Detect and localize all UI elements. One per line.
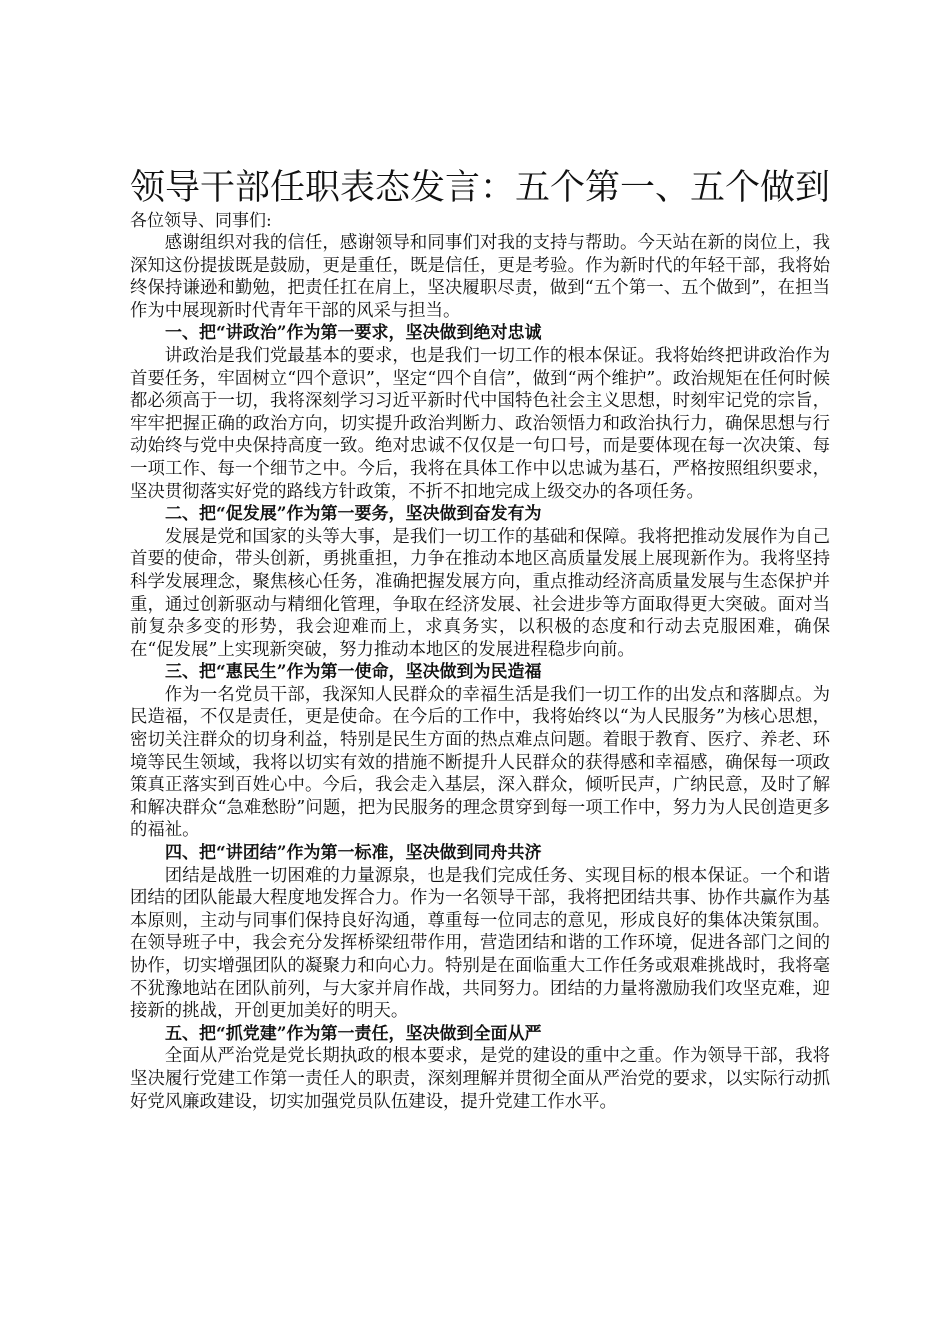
salutation: 各位领导、同事们: [130,211,272,231]
section-3 [130,661,830,842]
section-body: 讲政治是我们党最基本的要求，也是我们一切工作的根本保证。我将始终把讲政治作为首要任务，牢固树立“四个意识”，坚定“四个自信”，做到“两个维护”。政治规矩在任何时候都必须高于一切，我将深刻学习习近平新时代中国特色社会主义思想，时刻牢记党的宗旨，牢牢把握正确的政治方向，切实提升政治判断力、政治领悟力和政治执行力，确保思想与行动始终与党中央保持高度一致。绝对忠诚不仅仅是一句口号，而是要体现在每一次决策、每一项工作、每一个细节之中。今后，我将在具体工作中以忠诚为基石，严格按照组织要求，坚决贯彻落实好党的路线方针政策，不折不扣地完成上级交办的各项任务。 [130,345,830,502]
section-5 [130,1023,830,1113]
section-body: 作为一名党员干部，我深知人民群众的幸福生活是我们一切工作的出发点和落脚点。为民造福，不仅是责任，更是使命。在今后的工作中，我将始终以“为人民服务”为核心思想，密切关注群众的切身利益，特别是民生方面的热点难点问题。着眼于教育、医疗、养老、环境等民生领域，我将以切实有效的措施不断提升人民群众的获得感和幸福感，确保每一项政策真正落实到百姓心中。今后，我会走入基层，深入群众，倾听民声，广纳民意，及时了解和解决群众“急难愁盼”问题，把为民服务的理念贯穿到每一项工作中，努力为人民创造更多的福祉。 [130,684,830,841]
section-heading: 三、把“惠民生”作为第一使命，坚决做到为民造福 [165,662,542,683]
document-title: 领导干部任职表态发言：五个第一、五个做到 [130,168,831,208]
section-heading: 四、把“讲团结”作为第一标准，坚决做到同舟共济 [165,843,542,864]
intro-paragraph: 感谢组织对我的信任，感谢领导和同事们对我的支持与帮助。今天站在新的岗位上，我深知这份提拔既是鼓励，更是重任，既是信任，更是考验。作为新时代的年轻干部，我将始终保持谦逊和勤勉，把责任扛在肩上，坚决履职尽责，做到“五个第一、五个做到”，在担当作为中展现新时代青年干部的风采与担当。 [130,233,830,321]
section-body: 全面从严治党是党长期执政的根本要求，是党的建设的重中之重。作为领导干部，我将坚决履行党建工作第一责任人的职责，深刻理解并贯彻全面从严治党的要求，以实际行动抓好党风廉政建设，切实加强党员队伍建设，提升党建工作水平。 [130,1046,830,1112]
section-body: 发展是党和国家的头等大事，是我们一切工作的基础和保障。我将把推动发展作为自己首要的使命，带头创新，勇挑重担，力争在推动本地区高质量发展上展现新作为。我将坚持科学发展理念，聚焦核心任务，准确把握发展方向，重点推动经济高质量发展与生态保护并重，通过创新驱动与精细化管理，争取在经济发展、社会进步等方面取得更大突破。面对当前复杂多变的形势，我会迎难而上，求真务实，以积极的态度和行动去克服困难，确保在“促发展”上实现新突破，努力推动本地区的发展进程稳步向前。 [130,526,830,660]
section-1 [130,322,830,503]
section-heading: 二、把“促发展”作为第一要务，坚决做到奋发有为 [165,504,542,525]
section-body: 团结是战胜一切困难的力量源泉，也是我们完成任务、实现目标的根本保证。一个和谐团结的团队能最大程度地发挥合力。作为一名领导干部，我将把团结共事、协作共赢作为基本原则，主动与同事们保持良好沟通，尊重每一位同志的意见，形成良好的集体决策氛围。在领导班子中，我会充分发挥桥梁纽带作用，营造团结和谐的工作环境，促进各部门之间的协作，切实增强团队的凝聚力和向心力。特别是在面临重大工作任务或艰难挑战时，我将毫不犹豫地站在团队前列，与大家并肩作战，共同努力。团结的力量将激励我们攻坚克难，迎接新的挑战，开创更加美好的明天。 [130,865,830,1022]
section-heading: 一、把“讲政治”作为第一要求，坚决做到绝对忠诚 [165,323,542,344]
section-heading: 五、把“抓党建”作为第一责任，坚决做到全面从严 [165,1023,542,1044]
section-4 [130,842,830,1023]
section-2 [130,503,830,661]
document-page [130,166,830,1113]
